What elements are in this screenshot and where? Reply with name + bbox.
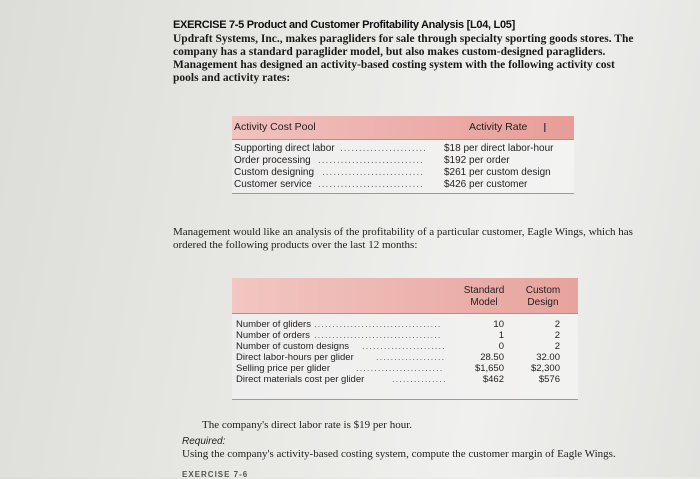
table-row: [232, 374, 578, 385]
activity-pool-label: Custom designing: [234, 167, 315, 178]
row-label: Direct labor-hours per glider: [236, 352, 354, 363]
table-divider: [232, 193, 574, 194]
exercise-intro: Updraft Systems, Inc., makes paragliders for sale through specialty sporting goods stores. The company has a standard paraglider model, but also makes custom-designed paragliders. Management has designed an activity-based costing system with the following activity cost pools and activity rates:: [173, 33, 634, 84]
table-row: [232, 179, 574, 191]
leader-dots: ...................................: [314, 319, 442, 330]
custom-value: 32.00: [536, 352, 560, 363]
leader-dots: ...................................: [314, 330, 442, 341]
header-activity-cost-pool: Activity Cost Pool: [234, 121, 316, 133]
table-row: [232, 143, 574, 155]
product-table-body: [232, 314, 578, 399]
activity-rate-value: $192 per order: [444, 155, 510, 166]
management-text: Management would like an analysis of the profitability of a particular customer, Eagle Wings, which has ordered the following products over the last 12 months:: [173, 226, 633, 251]
product-table-header: [232, 278, 578, 314]
activity-rate-table: [232, 116, 574, 194]
table-row: [232, 319, 578, 330]
table-row: [232, 352, 578, 363]
next-exercise-fragment: EXERCISE 7-6: [182, 470, 249, 479]
table-divider: [232, 399, 578, 400]
leader-dots: ........................: [356, 363, 444, 374]
standard-value: 1: [498, 330, 504, 341]
custom-value: $576: [538, 374, 560, 385]
standard-value: 28.50: [480, 352, 504, 363]
activity-table-header: [232, 116, 574, 140]
custom-value: 2: [554, 330, 560, 341]
leader-dots: ............................: [318, 179, 424, 190]
header-custom-design: Custom Design: [525, 285, 561, 308]
standard-value: $1,650: [474, 363, 504, 374]
activity-pool-label: Order processing: [234, 155, 311, 166]
custom-value: 2: [554, 319, 560, 330]
header-standard-model: Standard Model: [463, 285, 505, 308]
row-label: Number of custom designs: [236, 341, 349, 352]
row-label: Direct materials cost per glider: [236, 374, 365, 385]
table-row: [232, 363, 578, 374]
text-cursor-icon: I: [543, 120, 547, 135]
activity-rate-value: $18 per direct labor-hour: [444, 143, 554, 154]
activity-pool-label: Customer service: [234, 179, 312, 190]
required-label: Required:: [182, 436, 226, 447]
header-activity-rate: Activity Rate: [469, 121, 528, 133]
custom-value: $2,300: [530, 363, 560, 374]
standard-value: 0: [498, 341, 504, 352]
table-row: [232, 155, 574, 167]
leader-dots: ...................: [376, 352, 446, 363]
standard-value: $462: [482, 374, 504, 385]
product-data-table: [232, 278, 578, 399]
row-label: Number of orders: [236, 330, 310, 341]
leader-dots: ............................: [318, 155, 424, 166]
row-label: Number of gliders: [236, 319, 311, 330]
standard-value: 10: [493, 319, 504, 330]
activity-rate-value: $261 per custom design: [444, 167, 551, 178]
leader-dots: ...........................: [322, 167, 425, 178]
activity-rate-value: $426 per customer: [444, 179, 528, 190]
labor-rate-text: The company's direct labor rate is $19 per hour.: [202, 419, 412, 431]
custom-value: 2: [554, 341, 560, 352]
leader-dots: ...............: [392, 374, 447, 385]
activity-table-body: [232, 140, 574, 194]
leader-dots: .......................: [362, 341, 446, 352]
leader-dots: .......................: [340, 143, 427, 154]
table-row: [232, 167, 574, 179]
table-row: [232, 341, 578, 352]
table-row: [232, 330, 578, 341]
row-label: Selling price per glider: [236, 363, 330, 374]
required-task: Using the company's activity-based costing system, compute the customer margin of Eagle Wings.: [182, 448, 616, 460]
activity-pool-label: Supporting direct labor: [234, 143, 335, 154]
exercise-title: EXERCISE 7-5 Product and Customer Profitability Analysis [L04, L05]: [173, 19, 515, 31]
